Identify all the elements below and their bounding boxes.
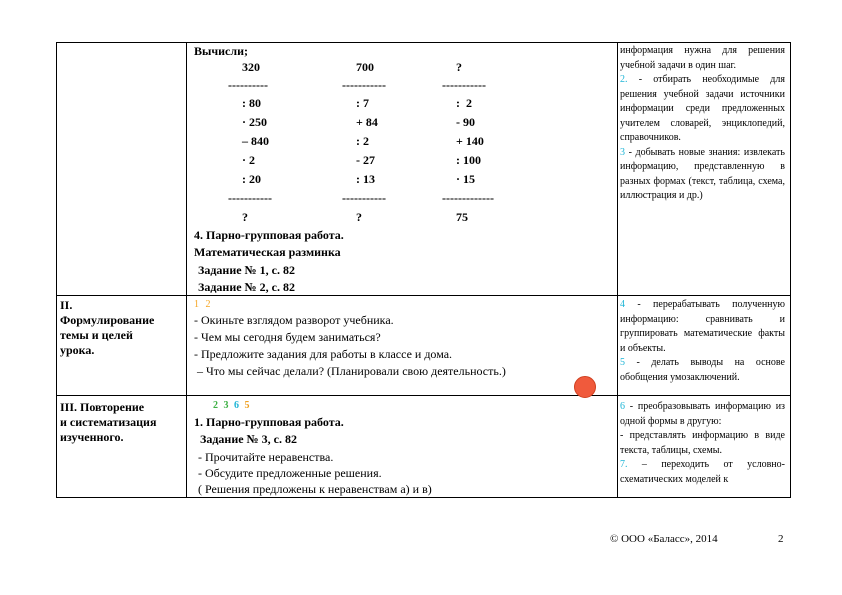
copyright-footer: © ООО «Баласс», 2014: [610, 533, 718, 545]
column-divider-1: [186, 42, 187, 498]
skill-text: - представлять информацию в виде текста, таблицы, схемы.: [620, 430, 785, 456]
skill-text: - перерабатывать полученную информацию: сравнивать и группировать математические факты и объекты.: [620, 299, 785, 354]
activity-line: - Прочитайте неравенства.: [198, 450, 334, 464]
row-divider-1: [56, 295, 791, 296]
activity-line: - Окиньте взглядом разворот учебника.: [194, 313, 394, 327]
stage-title-line: изученного.: [60, 430, 124, 444]
table-border-right: [790, 42, 791, 498]
skill-item: [620, 298, 785, 356]
row2-skill-numbers: [194, 297, 211, 312]
stage-title-line: урока.: [60, 343, 95, 357]
skill-item: [620, 73, 785, 146]
task-2-label: Задание № 2, с. 82: [198, 280, 295, 294]
row3-activity-lines: [198, 450, 432, 498]
skill-ref-number: 1: [194, 299, 199, 310]
chain-cell: ?: [456, 60, 462, 74]
row2-skills: [620, 298, 785, 385]
skill-ref-number: 6: [234, 400, 239, 411]
skill-number: 2.: [620, 74, 628, 85]
activity-line: - Чем мы сегодня будем заниматься?: [194, 330, 381, 344]
chain-cell: : 20: [242, 172, 261, 186]
chain-cell: ?: [356, 210, 362, 224]
chain-cell: : 2: [356, 134, 369, 148]
task-1-label: Задание № 1, с. 82: [198, 263, 295, 277]
chain-cell: - 90: [456, 115, 475, 129]
skill-item: [620, 429, 785, 458]
stage-number: II.: [60, 298, 73, 312]
skill-text: - делать выводы на основе обобщения умозаключений.: [620, 357, 785, 383]
row-divider-2: [56, 395, 791, 396]
chain-cell: -----------: [442, 78, 486, 92]
chain-cell: – 840: [242, 134, 269, 148]
row2-activity-lines: [194, 313, 506, 381]
chain-cell: · 250: [242, 115, 268, 129]
row3-stage-title: [60, 400, 180, 445]
chain-cell: -----------: [228, 191, 272, 205]
red-circle-marker: [574, 376, 596, 398]
chain-cell: : 2: [456, 96, 472, 110]
skill-number: 6: [620, 401, 625, 412]
row3-skill-numbers: [213, 398, 250, 413]
compute-label: Вычисли;: [194, 44, 249, 58]
skill-text: информация нужна для решения учебной задачи в один шаг.: [620, 45, 785, 71]
row2-stage-title: [60, 298, 180, 358]
skill-item: [620, 400, 785, 429]
row3-task-label: Задание № 3, с. 82: [200, 432, 297, 446]
chain-cell: : 100: [456, 153, 481, 167]
skill-ref-number: 2: [205, 299, 211, 310]
row3-work-label: 1. Парно-групповая работа.: [194, 415, 344, 429]
chain-cell: · 2: [242, 153, 256, 167]
chain-cell: -----------: [342, 78, 386, 92]
chain-cell: : 13: [356, 172, 375, 186]
chain-cell: 75: [456, 210, 468, 224]
chain-cell: : 80: [242, 96, 261, 110]
chain-cell: 320: [242, 60, 260, 74]
table-border-left: [56, 42, 57, 498]
computation-chains: [194, 60, 574, 230]
skill-ref-number: 2: [213, 400, 218, 411]
stage-title-line: темы и целей: [60, 328, 133, 342]
skill-text: - добывать новые знания: извлекать информацию, представленную в разных формах (текст, таблица, схема, иллюстрация и др.): [620, 146, 785, 201]
activity-line: ( Решения предложены к неравенствам а) и в): [198, 482, 432, 496]
chain-cell: ?: [242, 210, 248, 224]
chain-cell: -------------: [442, 191, 494, 205]
row1-skills: [620, 44, 785, 204]
chain-cell: + 140: [456, 134, 484, 148]
table-border-top: [56, 42, 791, 43]
skill-text: – переходить от условно-схематических моделей к: [620, 459, 785, 485]
skill-number: 4: [620, 299, 625, 310]
page-number: 2: [778, 533, 784, 545]
activity-line: - Обсудите предложенные решения.: [198, 466, 382, 480]
chain-cell: ----------: [228, 78, 268, 92]
skill-text: - преобразовывать информацию из одной формы в другую:: [620, 401, 785, 427]
activity-line: – Что мы сейчас делали? (Планировали свою деятельность.): [194, 364, 506, 378]
skill-ref-number: 3: [223, 400, 229, 411]
stage-title-line: Формулирование: [60, 313, 155, 327]
skill-number: 5: [620, 357, 625, 368]
skill-number: 7.: [620, 459, 628, 470]
chain-cell: 700: [356, 60, 374, 74]
chain-cell: · 15: [456, 172, 476, 186]
chain-cell: - 27: [356, 153, 375, 167]
skill-ref-number: 5: [244, 400, 250, 411]
activity-line: - Предложите задания для работы в классе и дома.: [194, 347, 453, 361]
skill-item: [620, 146, 785, 204]
skill-item: [620, 356, 785, 385]
column-divider-2: [617, 42, 618, 498]
skill-text: - отбирать необходимые для решения учебной задачи источники информации среди предложенных учителем словарей, энциклопедий, справочников.: [620, 74, 785, 143]
skill-number: 3: [620, 146, 625, 158]
row3-skills: [620, 400, 785, 487]
stage-title-line: III. Повторение: [60, 400, 145, 414]
chain-cell: : 7: [356, 96, 369, 110]
pair-group-work-label: 4. Парно-групповая работа.: [194, 228, 344, 242]
chain-cell: + 84: [356, 115, 378, 129]
stage-title-line: и систематизация: [60, 415, 157, 429]
skill-item: [620, 458, 785, 487]
chain-cell: -----------: [342, 191, 386, 205]
skill-item: [620, 44, 785, 73]
math-warmup-label: Математическая разминка: [194, 245, 341, 259]
